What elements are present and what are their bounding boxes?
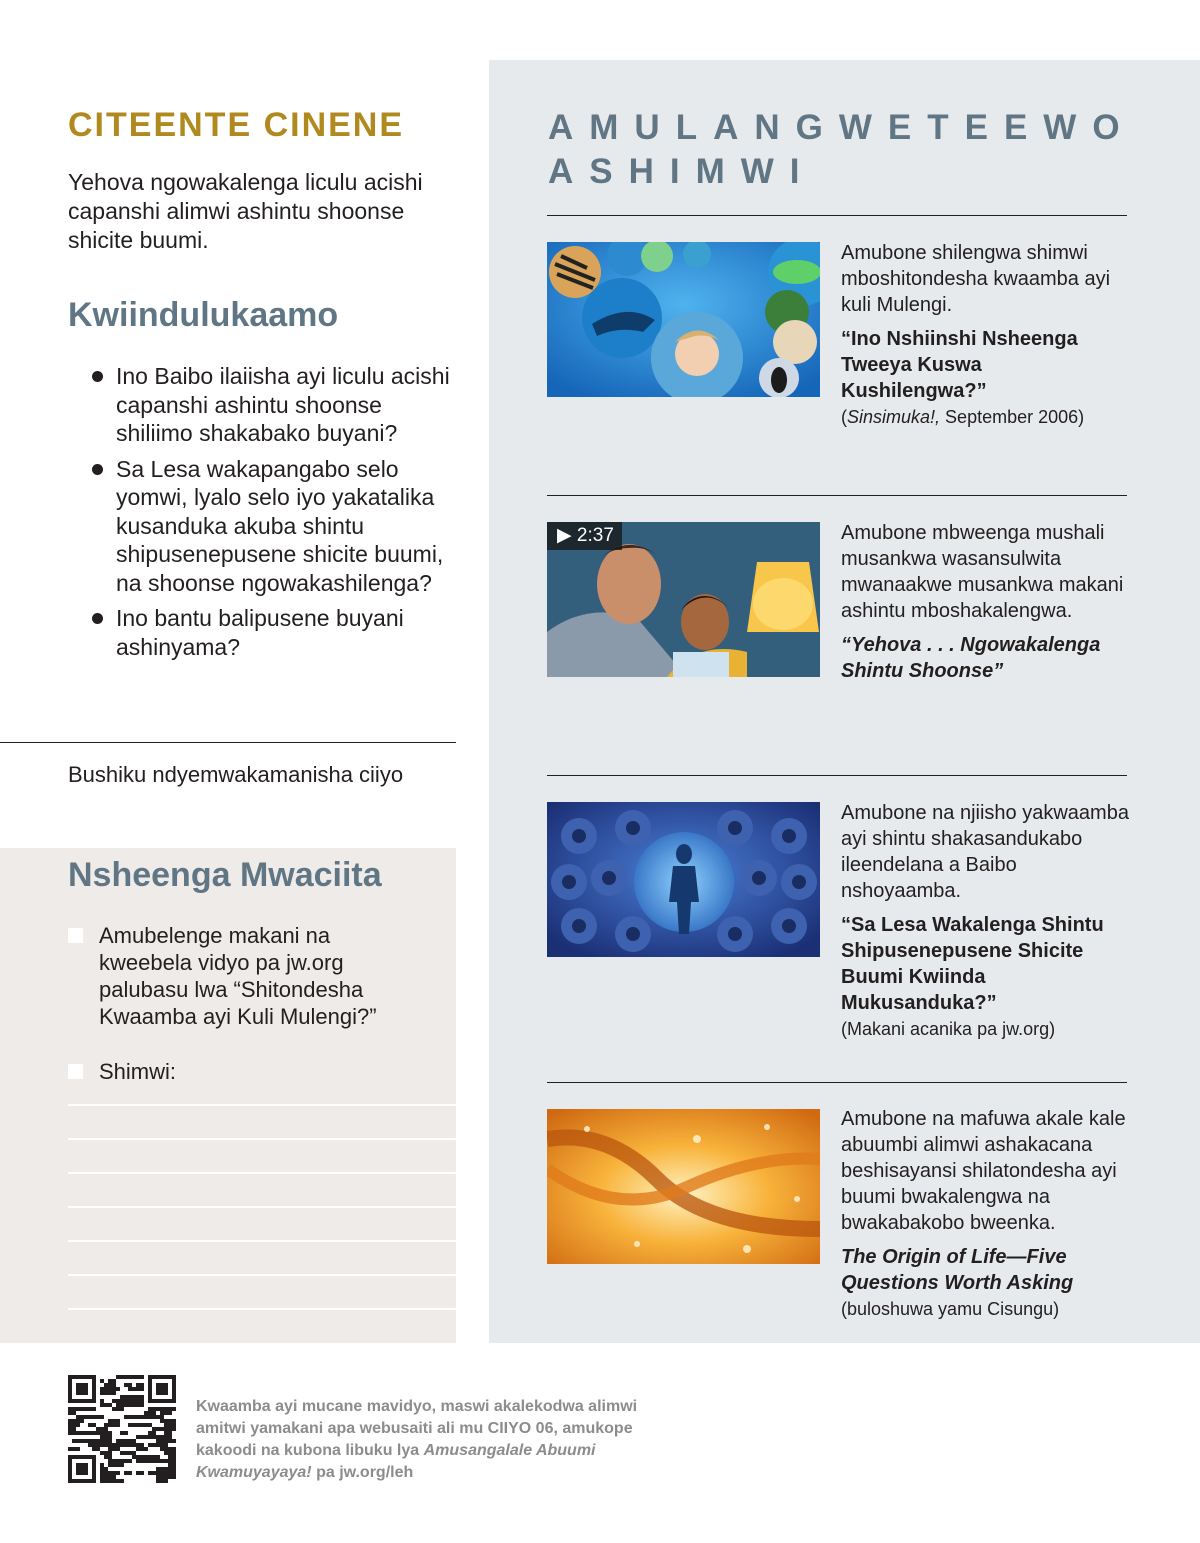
resource-title[interactable]: “Yehova . . . Ngowakalenga Shintu Shoonse” [841, 634, 1101, 682]
bullet-icon [92, 464, 103, 475]
resource-item [841, 240, 1131, 430]
tasks-box [0, 848, 456, 1343]
divider [547, 215, 1127, 216]
checkbox[interactable] [68, 928, 83, 943]
writing-line[interactable] [68, 1104, 456, 1106]
review-question: Ino Baibo ilaiisha ayi liculu acishi capanshi ashintu shoonse shiliimo shakabako buyani? [90, 362, 462, 448]
lesson-title: CITEENTE CINENE [68, 106, 405, 144]
resource-source: (Sinsimuka!, September 2006) [841, 407, 1085, 427]
review-question: Ino bantu balipusene buyani ashinyama? [90, 604, 462, 661]
writing-line[interactable] [68, 1240, 456, 1242]
divider [547, 1082, 1127, 1083]
resource-source: (buloshuwa yamu Cisungu) [841, 1299, 1060, 1319]
resource-title[interactable]: “Ino Nshiinshi Nsheenga Tweeya Kuswa Kushilengwa?” [841, 328, 1078, 402]
writing-line[interactable] [68, 1274, 456, 1276]
resource-description: Amubone shilengwa shimwi mboshitondesha kwaamba ayi kuli Mulengi. [841, 242, 1111, 316]
writing-line[interactable] [68, 1172, 456, 1174]
video-duration-badge: ▶ 2:37 [547, 522, 622, 550]
resource-description: Amubone na njiisho yakwaamba ayi shintu shakasandukabo ileendelana a Baibo nshoyaamba. [841, 802, 1129, 902]
dna-image[interactable] [547, 1109, 820, 1264]
divider [547, 495, 1127, 496]
play-icon: ▶ [557, 525, 572, 546]
divider [0, 742, 456, 743]
resource-item [841, 520, 1131, 684]
resource-item [841, 1106, 1131, 1322]
writing-line[interactable] [68, 1308, 456, 1310]
lesson-summary: Yehova ngowakalenga liculu acishi capanshi alimwi ashintu shoonse shicite buumi. [68, 169, 423, 253]
bullet-icon [92, 613, 103, 624]
review-heading: Kwiindulukaamo [68, 296, 339, 334]
qr-code-icon[interactable] [68, 1375, 176, 1483]
evolution-circles-image[interactable] [547, 802, 820, 957]
resource-title[interactable]: “Sa Lesa Wakalenga Shintu Shipusenepusene Shicite Buumi Kwiinda Mukusanduka?” [841, 914, 1104, 1014]
resource-description: Amubone na mafuwa akale kale abuumbi alimwi ashakacana beshisayansi shilatondesha ayi buumi bwakalengwa na bwakabakobo bweenka. [841, 1108, 1126, 1234]
footer-note: Kwaamba ayi mucane mavidyo, maswi akalekodwa alimwi amitwi yamakani apa webusaiti ali mu CIIYO 06, amukope kakoodi na kubona libuku lya Amusangalale Abuumi Kwamuyayaya! pa jw.org/leh [196, 1398, 638, 1481]
task-item: Amubelenge makani na kweebela vidyo pa jw.org palubasu lwa “Shitondesha Kwaamba ayi Kuli Mulengi?” [68, 922, 428, 1030]
resource-title[interactable]: The Origin of Life—Five Questions Worth Asking [841, 1246, 1074, 1294]
completion-date-label: Bushiku ndyemwakamanisha ciiyo [68, 762, 404, 787]
resource-title-line [841, 1244, 1131, 1322]
resource-source: (Makani acanika pa jw.org) [841, 1019, 1056, 1039]
review-question: Sa Lesa wakapangabo selo yomwi, lyalo selo iyo yakatalika kusanduka akuba shintu shipusenepusene shicite buumi, na shoonse ngowakashilenga? [90, 455, 462, 598]
divider [547, 775, 1127, 776]
resource-description: Amubone mbweenga mushali musankwa wasansulwita mwanaakwe musankwa makani ashintu mboshakalengwa. [841, 522, 1124, 622]
resource-item [841, 800, 1131, 1042]
resources-title: AMULANGWETEEWO ASHIMWI [548, 108, 1136, 191]
father-son-video-still[interactable] [547, 522, 820, 677]
writing-line[interactable] [68, 1206, 456, 1208]
tasks-heading: Nsheenga Mwaciita [68, 856, 382, 894]
review-questions [90, 362, 462, 668]
bullet-icon [92, 371, 103, 382]
task-item: Shimwi: [68, 1058, 428, 1085]
writing-line[interactable] [68, 1138, 456, 1140]
creation-collage-image[interactable] [547, 242, 820, 397]
checkbox[interactable] [68, 1064, 83, 1079]
